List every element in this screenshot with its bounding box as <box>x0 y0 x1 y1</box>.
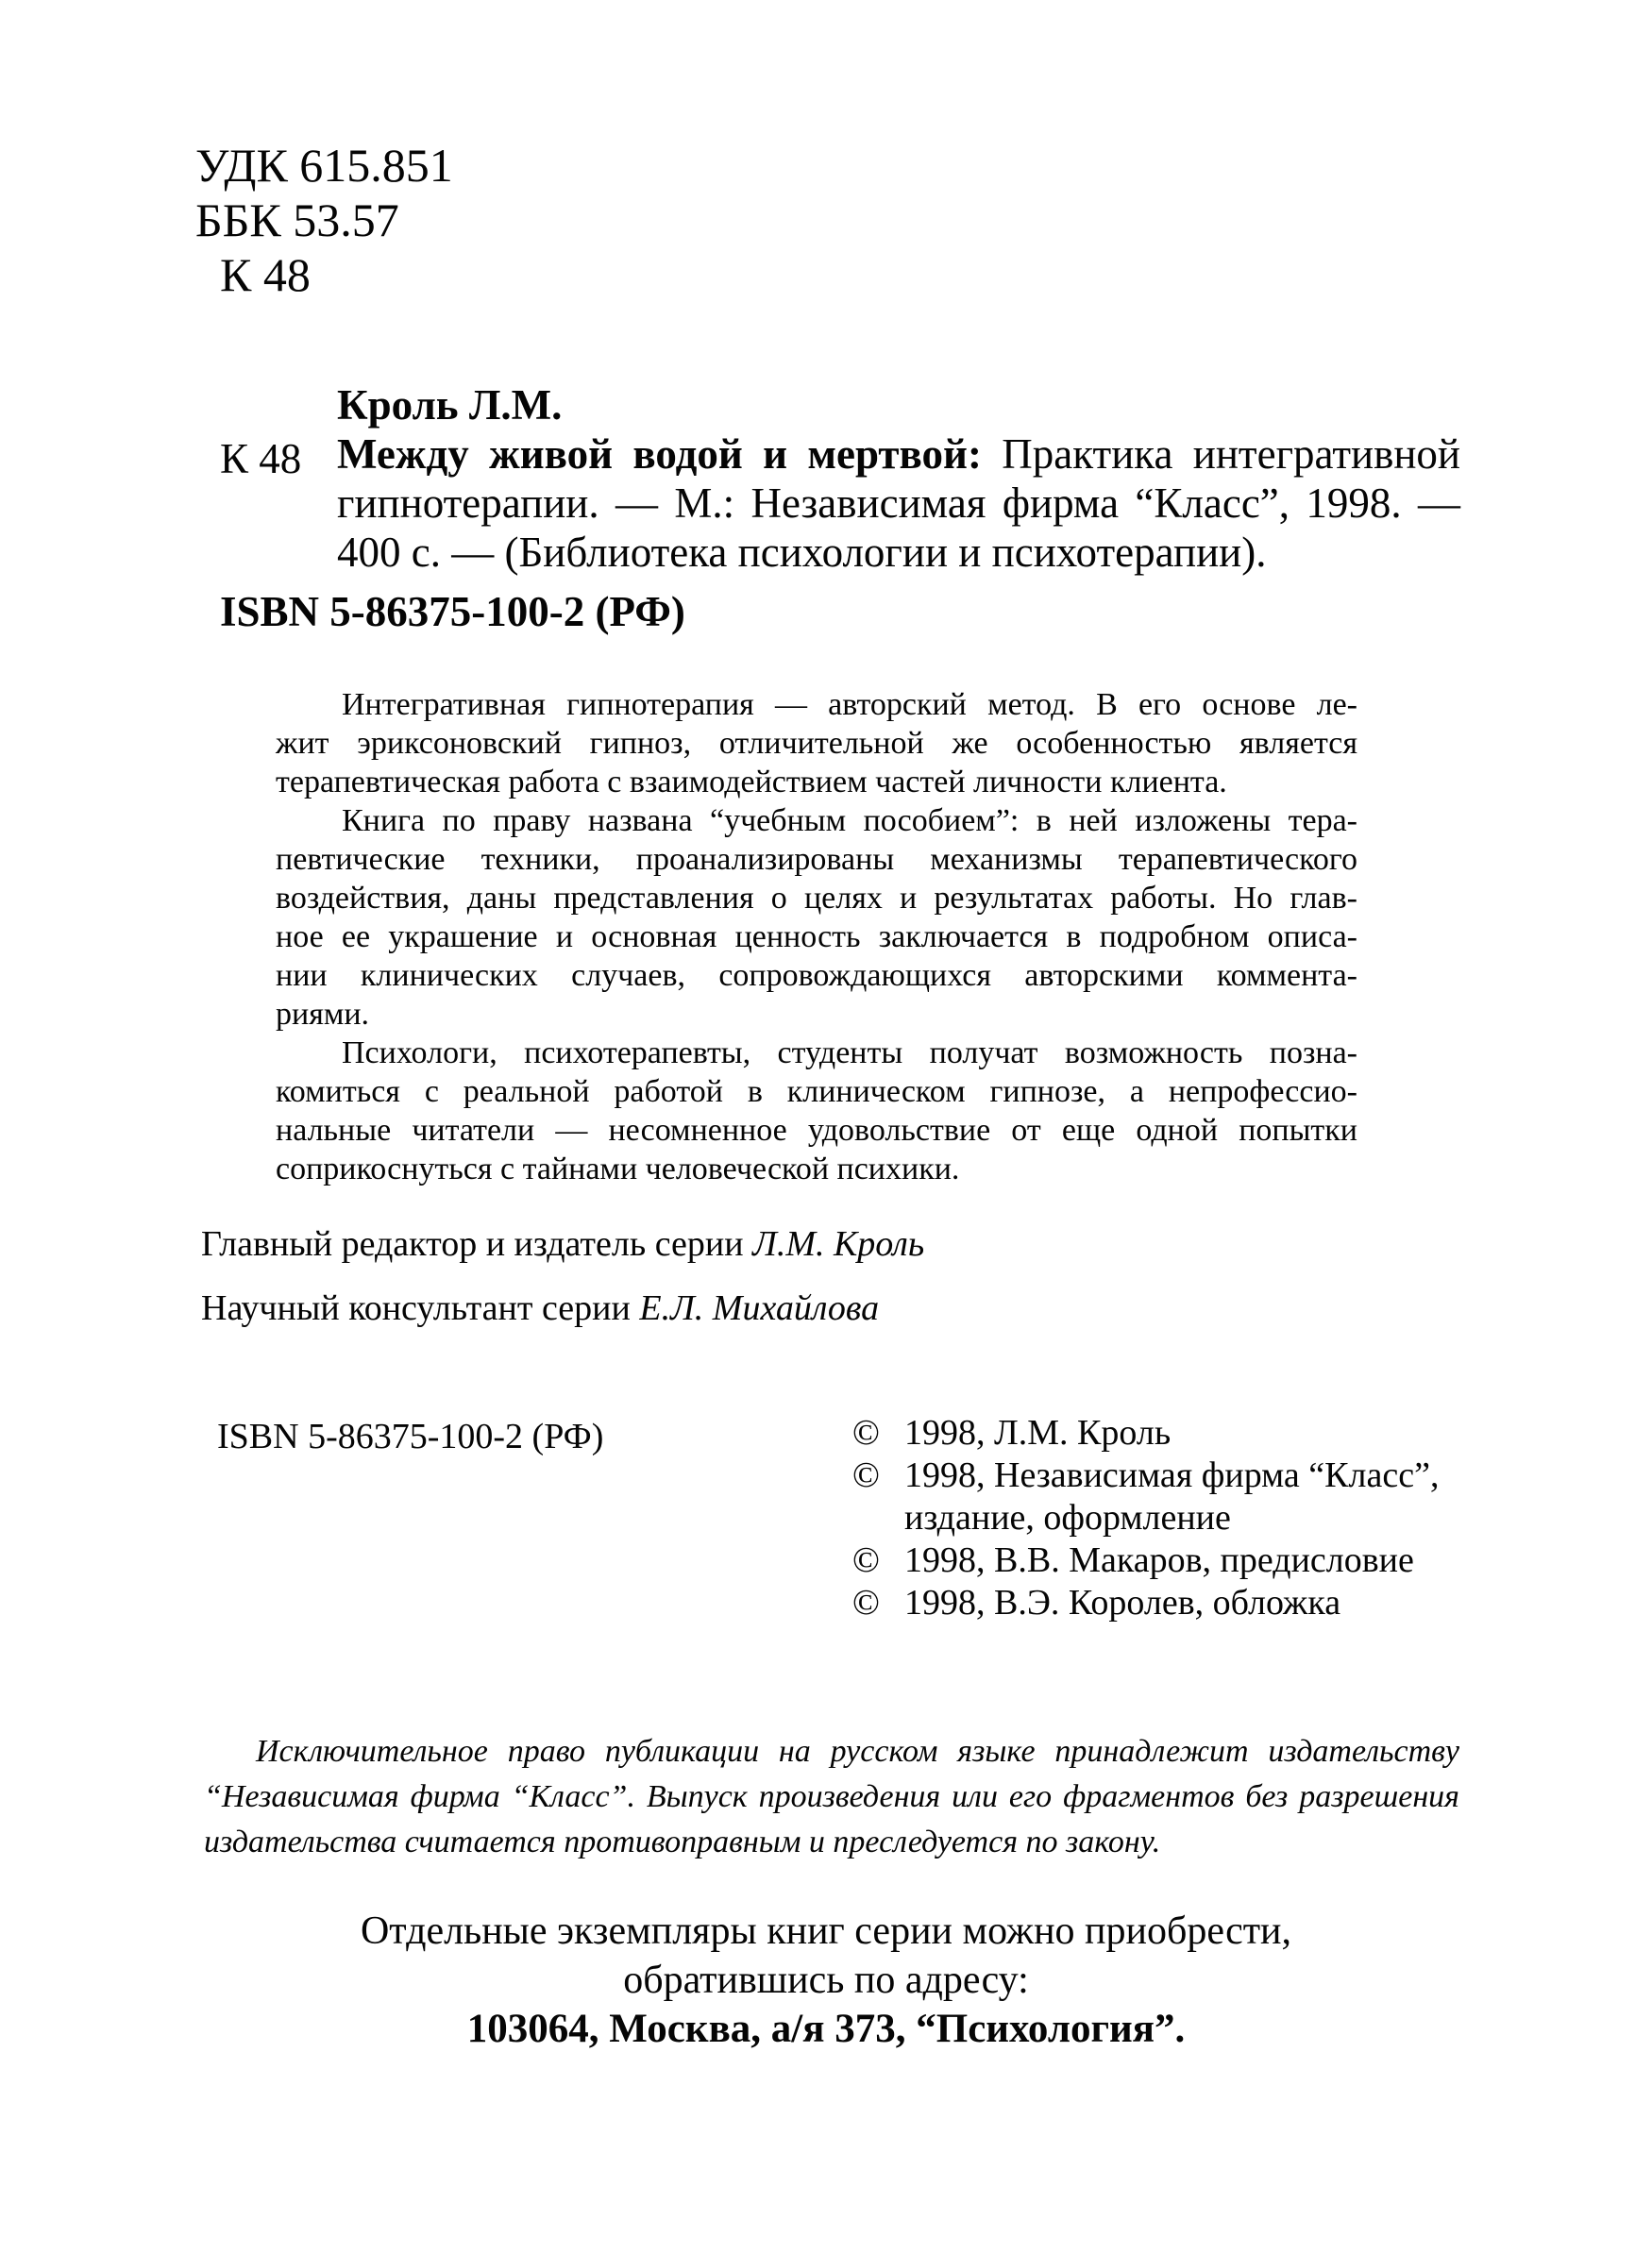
bbk-code: ББК 53.57 <box>195 193 399 246</box>
series-consultant-label: Научный консультант серии <box>201 1288 631 1328</box>
purchase-info <box>0 1907 1652 2054</box>
isbn-secondary: ISBN 5-86375-100-2 (РФ) <box>217 1417 604 1456</box>
purchase-address: 103064, Москва, а/я 373, “Психология”. <box>466 2007 1186 2051</box>
copyright-icon: © <box>852 1583 880 1623</box>
copyright-icon: © <box>852 1413 880 1453</box>
purchase-line-1: Отдельные экземпляры книг серии можно приобрести, <box>360 1909 1292 1953</box>
copyright-item <box>852 1412 1475 1455</box>
isbn-main: ISBN 5-86375-100-2 (РФ) <box>220 588 685 635</box>
legal-notice <box>204 1729 1459 1865</box>
annotation-line: нальные читатели — несомненное удовольствие от еще одной попытки <box>276 1113 1357 1148</box>
entry-line-3: 400 с. — (Библиотека психологии и психотерапии). <box>337 529 1267 576</box>
copyright-text: 1998, Л.М. Кроль <box>904 1413 1172 1453</box>
annotation-line: Интегративная гипнотерапия — авторский метод. В его основе ле- <box>342 687 1357 722</box>
series-editor-name: Л.М. Кроль <box>752 1224 925 1264</box>
entry-author-sign: К 48 <box>220 435 302 482</box>
legal-line: “Независимая фирма “Класс”. Выпуск произведения или его фрагментов без разрешения <box>204 1779 1459 1814</box>
copyright-item <box>852 1455 1475 1539</box>
series-editor-label: Главный редактор и издатель серии <box>201 1224 744 1264</box>
annotation-line: соприкоснуться с тайнами человеческой психики. <box>276 1152 960 1186</box>
entry-title-rest: Практика интегративной <box>1002 430 1461 478</box>
udk-code: УДК 615.851 <box>195 139 453 192</box>
purchase-line-2: обратившись по адресу: <box>623 1959 1029 2002</box>
annotation-line: терапевтическая работа с взаимодействием частей личности клиента. <box>276 765 1227 799</box>
entry-author: Кроль Л.М. <box>337 381 563 429</box>
annotation-line: нии клинических случаев, сопровождающихся авторскими коммента- <box>276 958 1357 993</box>
annotation-line: ное ее украшение и основная ценность заключается в подробном описа- <box>276 919 1357 954</box>
series-editor-line <box>201 1223 924 1265</box>
entry-line-2: гипнотерапии. — М.: Независимая фирма “Класс”, 1998. — <box>337 479 1460 527</box>
copyright-icon: © <box>852 1540 880 1580</box>
annotation-line: воздействия, даны представления о целях и результатах работы. Но глав- <box>276 881 1357 916</box>
annotation-line: комиться с реальной работой в клиническом гипнозе, а непрофессио- <box>276 1074 1357 1109</box>
annotation-line: певтические техники, проанализированы механизмы терапевтического <box>276 842 1357 877</box>
author-sign-code: К 48 <box>220 248 311 301</box>
copyright-item <box>852 1582 1475 1624</box>
entry-title-bold: Между живой водой и мертвой: <box>337 430 982 478</box>
copyright-item <box>852 1539 1475 1582</box>
copyright-icon: © <box>852 1455 880 1495</box>
copyright-block <box>852 1412 1475 1624</box>
entry-description <box>337 429 1460 577</box>
entry-title-line <box>337 429 1460 479</box>
legal-line: издательства считается противоправным и преследуется по закону. <box>204 1825 1161 1859</box>
legal-line: Исключительное право публикации на русском языке принадлежит издательству <box>256 1734 1459 1769</box>
annotation-block <box>276 685 1357 1188</box>
annotation-line: жит эриксоновский гипноз, отличительной же особенностью является <box>276 726 1357 761</box>
series-consultant-name: Е.Л. Михайлова <box>639 1288 880 1328</box>
annotation-line: Психологи, психотерапевты, студенты получат возможность позна- <box>342 1035 1357 1070</box>
annotation-line: Книга по праву названа “учебным пособием”: в ней изложены тера- <box>342 803 1357 838</box>
series-consultant-line <box>201 1287 879 1329</box>
copyright-text: 1998, Независимая фирма “Класс”, издание, оформление <box>904 1455 1440 1538</box>
copyright-text: 1998, В.Э. Королев, обложка <box>904 1583 1341 1623</box>
annotation-line: риями. <box>276 997 370 1032</box>
copyright-text: 1998, В.В. Макаров, предисловие <box>904 1540 1414 1580</box>
